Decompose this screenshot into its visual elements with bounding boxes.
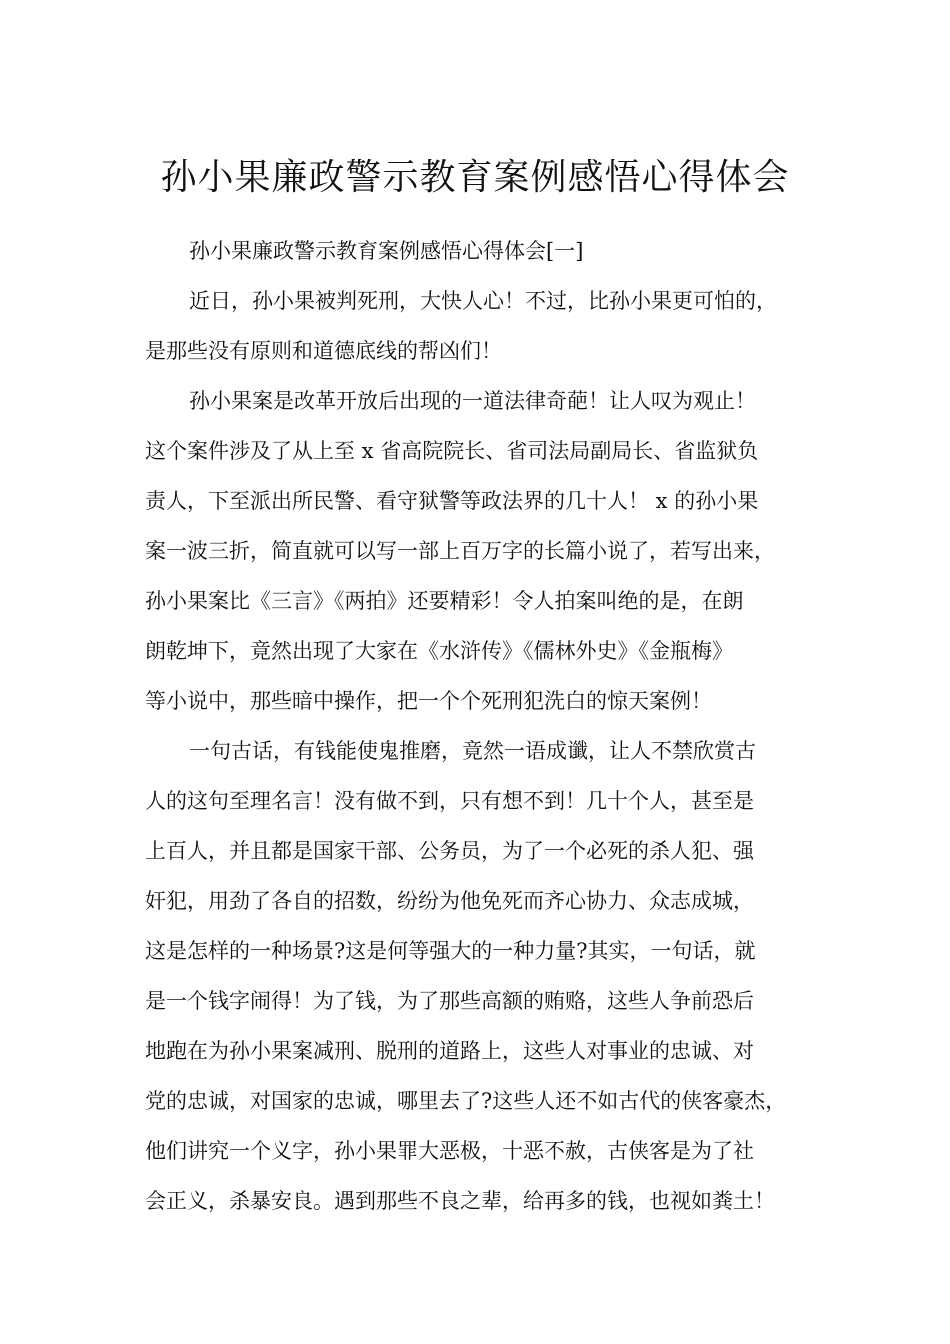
paragraph-line: 孙小果案是改革开放后出现的一道法律奇葩！让人叹为观止！	[189, 389, 756, 413]
paragraph-line: 人的这句至理名言！没有做不到，只有想不到！几十个人，甚至是	[145, 789, 754, 813]
paragraph-line: 这是怎样的一种场景?这是何等强大的一种力量?其实，一句话，就	[145, 939, 756, 963]
paragraph-line: 奸犯，用劲了各自的招数，纷纷为他免死而齐心协力、众志成城，	[145, 889, 754, 913]
paragraph-line: 上百人，并且都是国家干部、公务员，为了一个必死的杀人犯、强	[145, 839, 754, 863]
paragraph-line: 孙小果案比《三言》《两拍》还要精彩！令人拍案叫绝的是，在朗	[145, 589, 744, 613]
paragraph-line: 这个案件涉及了从上至 x 省高院院长、省司法局副局长、省监狱负	[145, 439, 759, 463]
paragraph-line: 党的忠诚，对国家的忠诚，哪里去了?这些人还不如古代的侠客豪杰，	[145, 1089, 787, 1113]
paragraph-line: 他们讲究一个义字，孙小果罪大恶极，十恶不赦，古侠客是为了社	[145, 1139, 754, 1163]
paragraph-line: 等小说中，那些暗中操作，把一个个死刑犯洗白的惊天案例！	[145, 689, 712, 713]
paragraph-line: 会正义，杀暴安良。遇到那些不良之辈，给再多的钱，也视如粪土！	[145, 1189, 775, 1213]
document-title: 孙小果廉政警示教育案例感悟心得体会	[160, 157, 790, 199]
paragraph-line: 案一波三折，简直就可以写一部上百万字的长篇小说了，若写出来，	[145, 539, 775, 563]
subheading: 孙小果廉政警示教育案例感悟心得体会[一]	[189, 239, 584, 263]
paragraph-line: 是那些没有原则和道德底线的帮凶们！	[145, 339, 502, 363]
paragraph-line: 一句古话，有钱能使鬼推磨，竟然一语成谶，让人不禁欣赏古	[189, 739, 756, 763]
paragraph-line: 是一个钱字闹得！为了钱，为了那些高额的贿赂，这些人争前恐后	[145, 989, 754, 1013]
paragraph-line: 责人，下至派出所民警、看守狱警等政法界的几十人！ x 的孙小果	[145, 489, 759, 513]
paragraph-line: 朗乾坤下，竟然出现了大家在《水浒传》《儒林外史》《金瓶梅》	[145, 639, 733, 663]
document-body	[145, 226, 835, 1226]
paragraph-line: 近日，孙小果被判死刑，大快人心！不过，比孙小果更可怕的，	[189, 289, 777, 313]
paragraph-line: 地跑在为孙小果案减刑、脱刑的道路上，这些人对事业的忠诚、对	[145, 1039, 754, 1063]
